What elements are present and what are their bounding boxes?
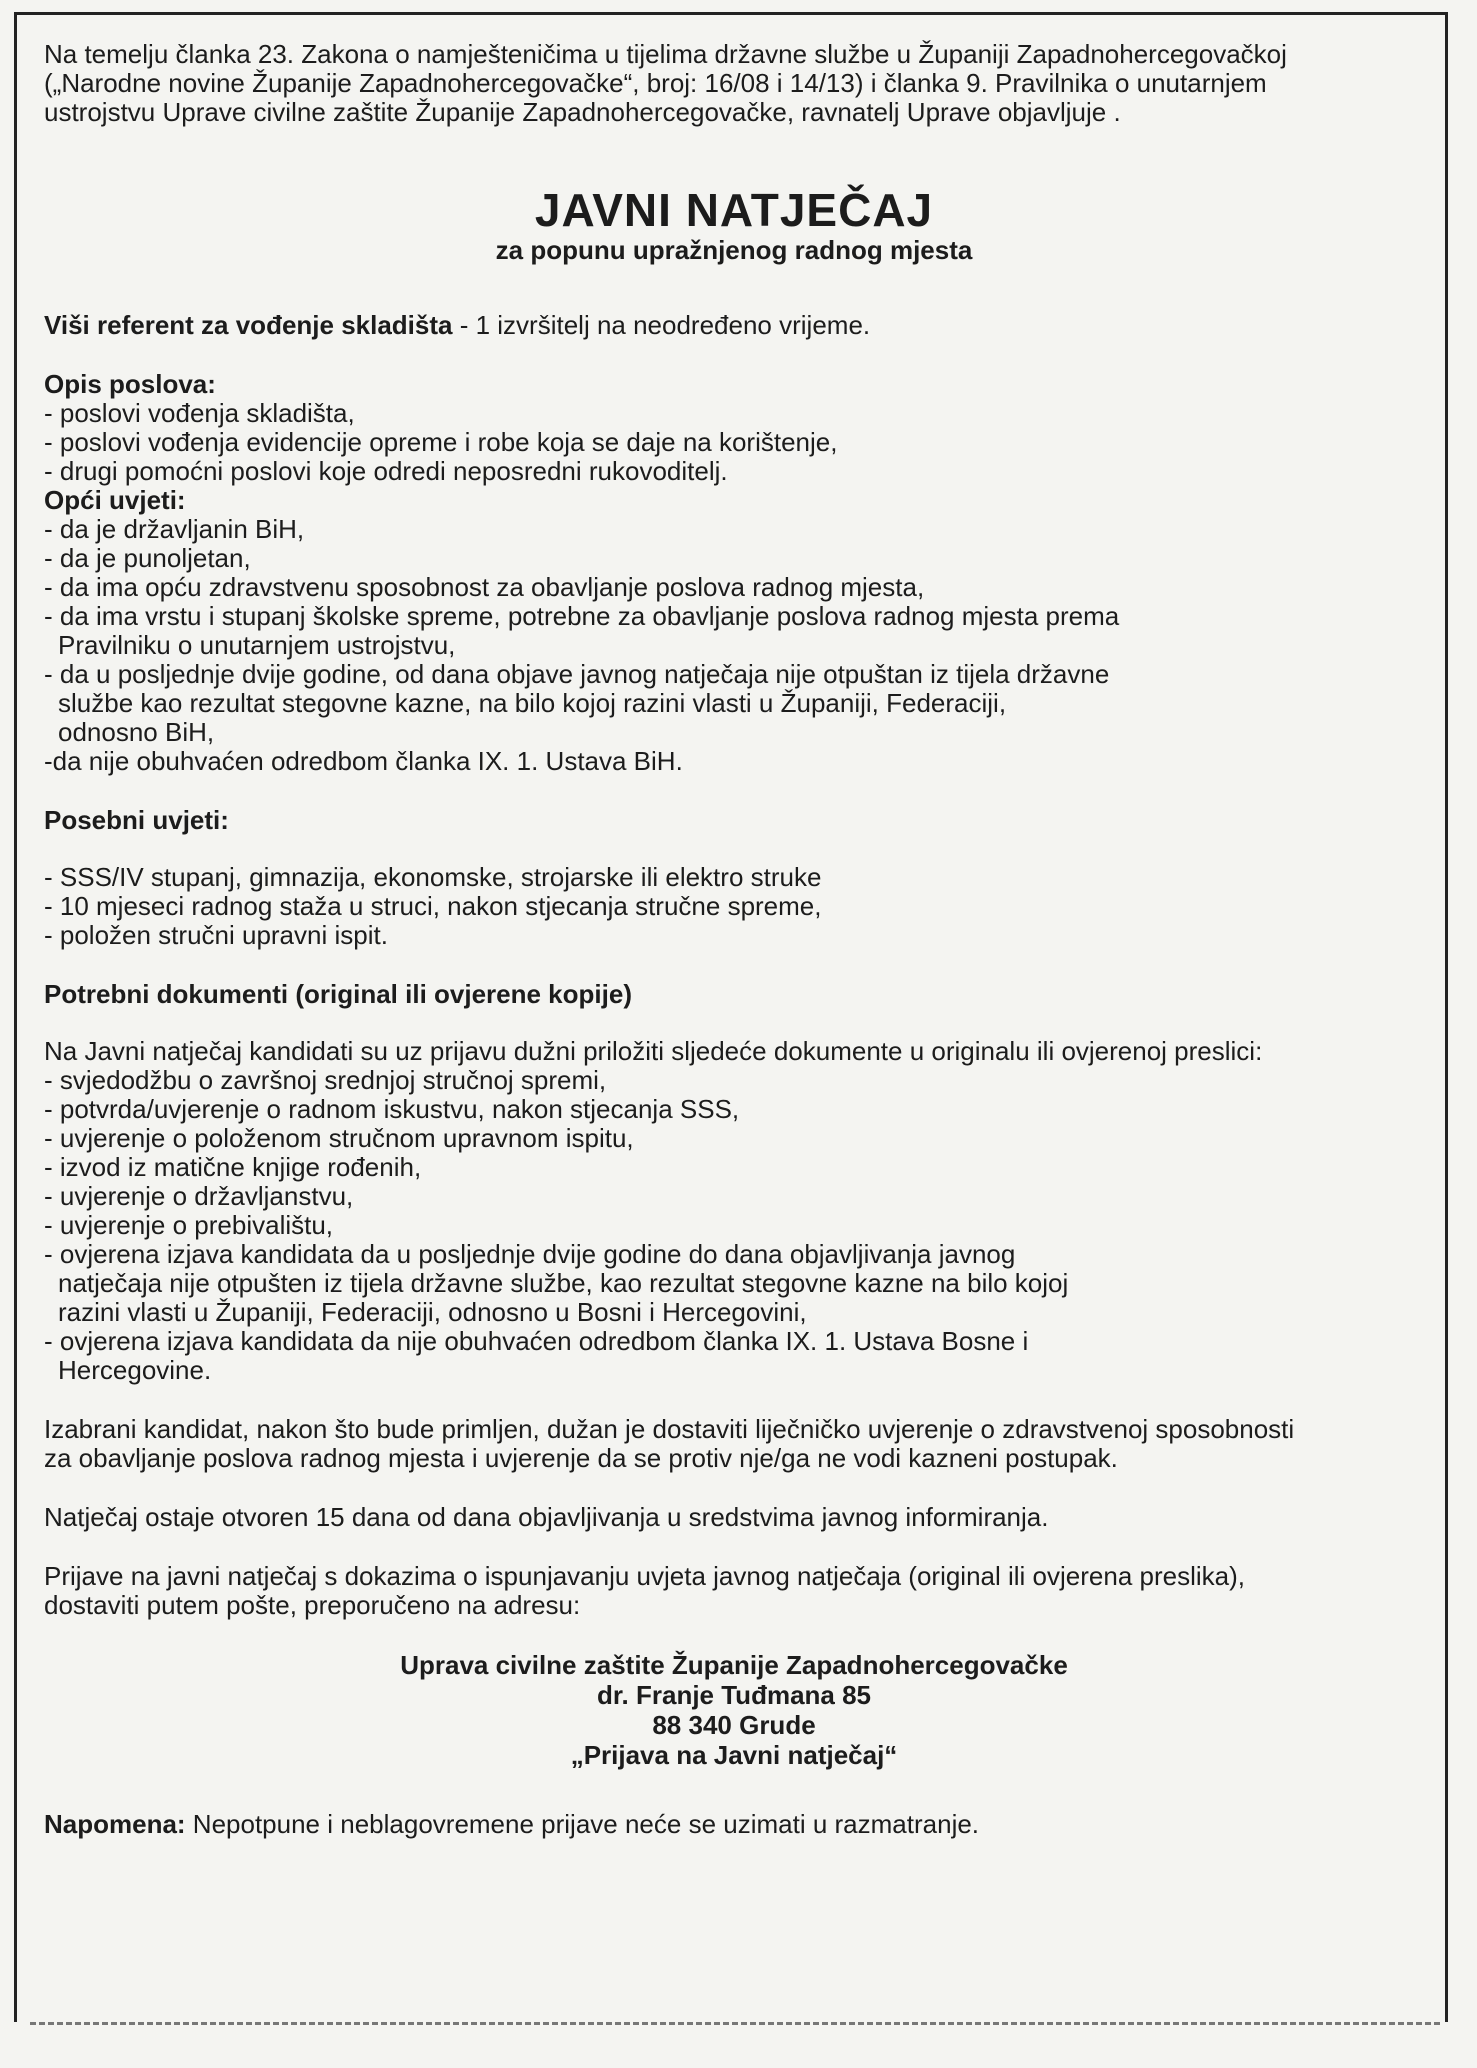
paragraph-line: Izabrani kandidat, nakon što bude primljen, dužan je dostaviti liječničko uvjerenje o zdravstvenoj sposobnosti — [44, 1414, 1295, 1444]
posebni-heading: Posebni uvjeti: — [44, 805, 229, 835]
list-item: - 10 mjeseci radnog staža u struci, nakon stjecanja stručne spreme, — [44, 891, 822, 921]
intro-line: ustrojstvu Uprave civilne zaštite Županije Zapadnohercegovačke, ravnatelj Uprave objavljuje . — [44, 97, 1121, 127]
paragraph-line: za obavljanje poslova radnog mjesta i uvjerenje da se protiv nje/ga ne vodi kazneni postupak. — [44, 1443, 1118, 1473]
list-item-line: - da ima vrstu i stupanj školske spreme, potrebne za obavljanje poslova radnog mjesta prema — [44, 601, 1120, 631]
bottom-dashed-rule — [30, 2022, 1440, 2025]
izabrani-paragraph — [44, 1415, 1424, 1473]
list-item: - da je državljanin BiH, — [44, 514, 305, 544]
intro-paragraph — [44, 40, 1424, 127]
paragraph-line: dostaviti putem pošte, preporučeno na adresu: — [44, 1590, 581, 1620]
posebni-list — [44, 863, 1424, 950]
list-item — [44, 1327, 1424, 1385]
note-text: Nepotpune i neblagovremene prijave neće se uzimati u razmatranje. — [185, 1809, 980, 1839]
list-item: - uvjerenje o prebivalištu, — [44, 1210, 334, 1240]
list-item-continuation: odnosno BiH, — [58, 717, 215, 747]
position-rest: - 1 izvršitelj na neodređeno vrijeme. — [452, 310, 871, 340]
list-item: - svjedodžbu o završnoj srednjoj stručnoj spremi, — [44, 1065, 607, 1095]
list-item-line: - ovjerena izjava kandidata da u posljednje dvije godine do dana objavljivanja javnog — [44, 1239, 1016, 1269]
opis-heading: Opis poslova: — [44, 369, 216, 399]
opis-list — [44, 399, 1424, 486]
list-item: - uvjerenje o položenom stručnom upravnom ispitu, — [44, 1123, 634, 1153]
list-item-continuation: službe kao rezultat stegovne kazne, na bilo kojoj razini vlasti u Županiji, Federaciji, — [58, 688, 1007, 718]
notice-content — [44, 40, 1424, 1839]
list-item: - položen stručni upravni ispit. — [44, 920, 388, 950]
list-item-continuation: Pravilniku o unutarnjem ustrojstvu, — [58, 630, 456, 660]
intro-line: Na temelju članka 23. Zakona o namješteničima u tijelima državne službe u Županiji Zapadnohercegovačkoj — [44, 39, 1287, 69]
opci-heading: Opći uvjeti: — [44, 485, 186, 515]
list-item-continuation: razini vlasti u Županiji, Federaciji, odnosno u Bosni i Hercegovini, — [58, 1297, 807, 1327]
list-item: - drugi pomoćni poslovi koje odredi neposredni rukovoditelj. — [44, 456, 728, 486]
dokumenti-list — [44, 1066, 1424, 1385]
list-item-line: - ovjerena izjava kandidata da nije obuhvaćen odredbom članka IX. 1. Ustava Bosne i — [44, 1326, 1029, 1356]
intro-line: („Narodne novine Županije Zapadnohercegovačke“, broj: 16/08 i 14/13) i članka 9. Pravilnika o unutarnjem — [44, 68, 1267, 98]
dokumenti-heading: Potrebni dokumenti (original ili ovjerene kopije) — [44, 979, 632, 1009]
list-item: - da ima opću zdravstvenu sposobnost za obavljanje poslova radnog mjesta, — [44, 572, 925, 602]
note-line — [44, 1810, 1424, 1839]
notice-subtitle: za popunu upražnjenog radnog mjesta — [495, 235, 973, 265]
list-item — [44, 602, 1424, 660]
otvoren-paragraph: Natječaj ostaje otvoren 15 dana od dana objavljivanja u sredstvima javnog informiranja. — [44, 1502, 1049, 1532]
list-item: - poslovi vođenja evidencije opreme i robe koja se daje na korištenje, — [44, 427, 838, 457]
list-item — [44, 1240, 1424, 1327]
list-item: - uvjerenje o državljanstvu, — [44, 1181, 354, 1211]
address-line: dr. Franje Tuđmana 85 — [596, 1680, 872, 1710]
list-item: - potvrda/uvjerenje o radnom iskustvu, nakon stjecanja SSS, — [44, 1094, 740, 1124]
list-item — [44, 660, 1424, 747]
mailing-address — [44, 1650, 1424, 1770]
list-item: - poslovi vođenja skladišta, — [44, 398, 355, 428]
notice-title: JAVNI NATJEČAJ — [534, 184, 934, 236]
dokumenti-lead: Na Javni natječaj kandidati su uz prijavu dužni priložiti sljedeće dokumente u originalu ili ovjerenoj preslici: — [44, 1036, 1263, 1066]
position-line — [44, 311, 1424, 340]
opci-list — [44, 515, 1424, 776]
list-item-line: - da u posljednje dvije godine, od dana objave javnog natječaja nije otpuštan iz tijela državne — [44, 659, 1110, 689]
address-line: 88 340 Grude — [652, 1710, 816, 1740]
list-item: - izvod iz matične knjige rođenih, — [44, 1152, 422, 1182]
list-item: - da je punoljetan, — [44, 543, 251, 573]
list-item-continuation: Hercegovine. — [58, 1355, 212, 1385]
position-name: Viši referent za vođenje skladišta — [44, 310, 453, 340]
list-item: - SSS/IV stupanj, gimnazija, ekonomske, strojarske ili elektro struke — [44, 862, 822, 892]
note-label: Napomena: — [44, 1809, 186, 1839]
prijave-paragraph — [44, 1562, 1424, 1620]
list-item: -da nije obuhvaćen odredbom članka IX. 1. Ustava BiH. — [44, 746, 683, 776]
address-line: „Prijava na Javni natječaj“ — [570, 1740, 898, 1770]
address-line: Uprava civilne zaštite Županije Zapadnohercegovačke — [400, 1650, 1068, 1680]
list-item-continuation: natječaja nije otpušten iz tijela državne službe, kao rezultat stegovne kazne na bilo kojoj — [58, 1268, 1069, 1298]
paragraph-line: Prijave na javni natječaj s dokazima o ispunjavanju uvjeta javnog natječaja (original ili ovjerena preslika), — [44, 1561, 1245, 1591]
